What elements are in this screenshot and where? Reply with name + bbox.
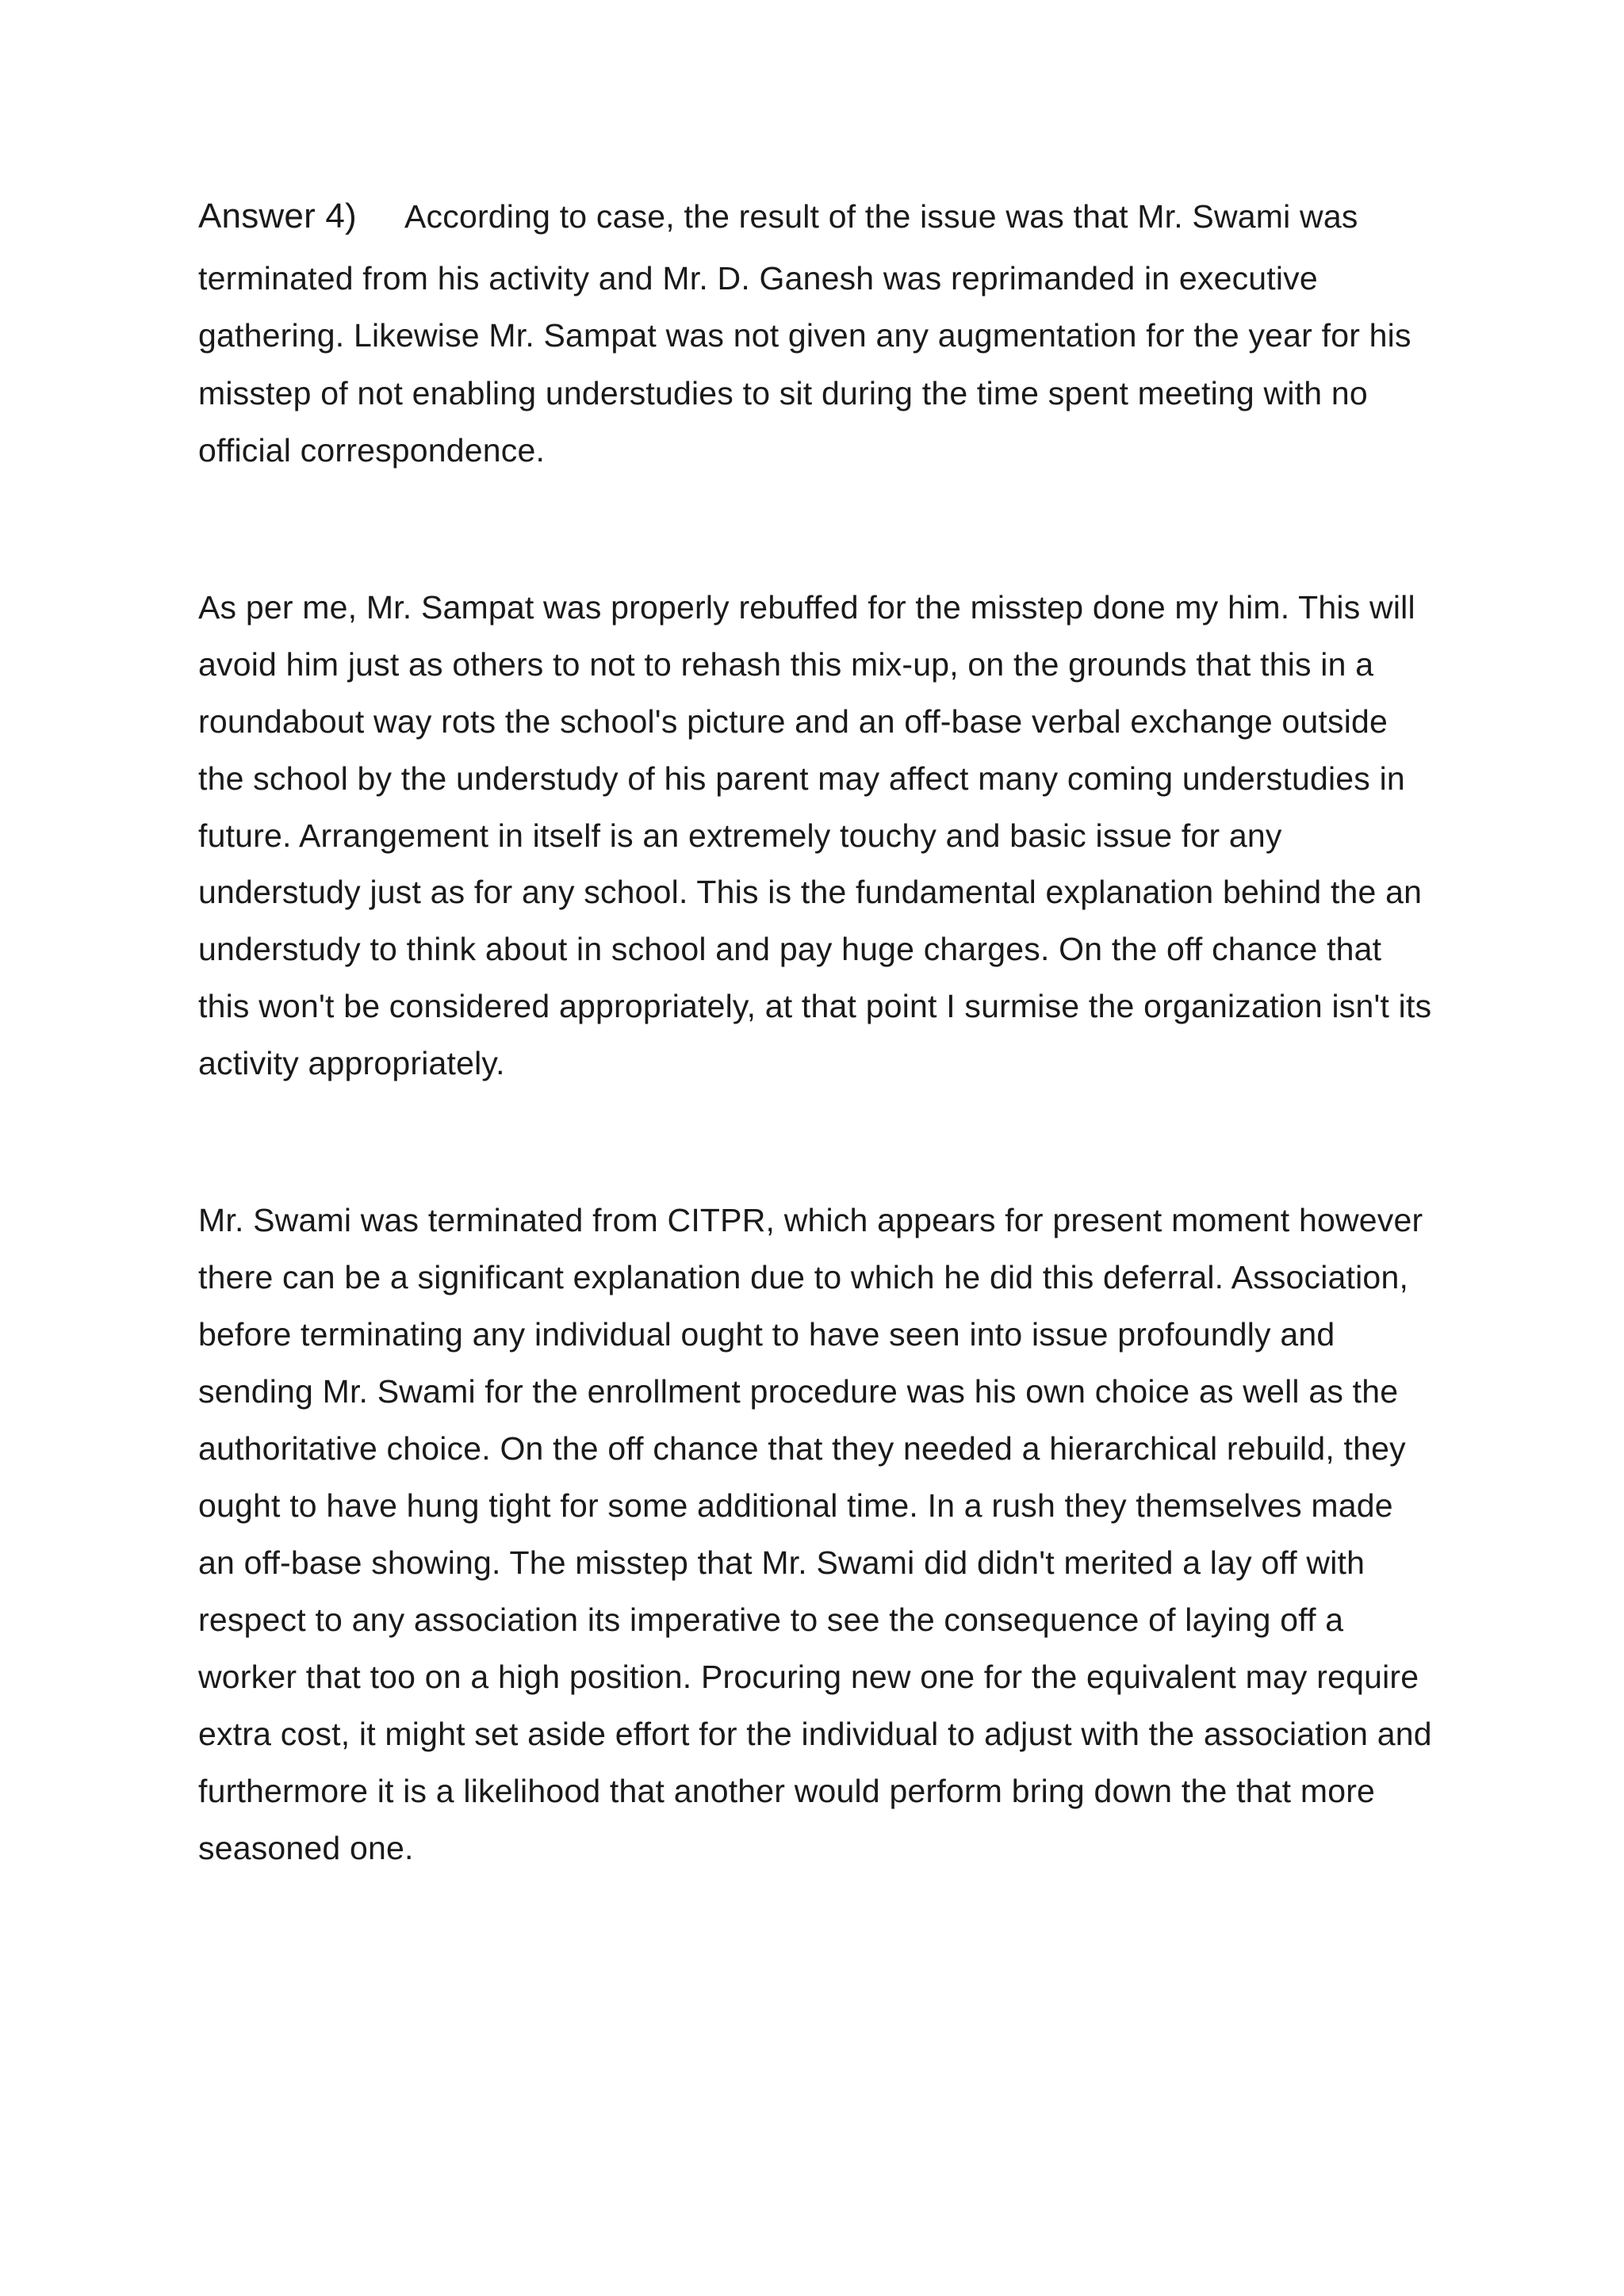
paragraph-3-line-2: there can be a significant explanation due to which he did this deferral. Association, xyxy=(198,1259,1409,1295)
paragraph-1-line-1-text: According to case, the result of the issue was that Mr. Swami was xyxy=(404,198,1358,235)
paragraph-2-line-3: roundabout way rots the school's picture and an off-base verbal exchange outside xyxy=(198,703,1388,740)
paragraph-3-line-3: before terminating any individual ought to have seen into issue profoundly and xyxy=(198,1316,1335,1353)
paragraph-3-line-8: respect to any association its imperative to see the consequence of laying off a xyxy=(198,1601,1344,1638)
paragraph-2-line-8: this won't be considered appropriately, at that point I surmise the organization isn't its xyxy=(198,988,1432,1024)
paragraph-3-line-7: an off-base showing. The misstep that Mr. Swami did didn't merited a lay off with xyxy=(198,1544,1365,1581)
paragraph-2-line-1: As per me, Mr. Sampat was properly rebuffed for the misstep done my him. This will xyxy=(198,589,1415,626)
paragraph-2-line-5: future. Arrangement in itself is an extremely touchy and basic issue for any xyxy=(198,817,1282,854)
paragraph-1-line-1 xyxy=(198,197,1358,236)
paragraph-2-line-6: understudy just as for any school. This is the fundamental explanation behind the an xyxy=(198,874,1423,910)
paragraph-1-line-3: gathering. Likewise Mr. Sampat was not given any augmentation for the year for his xyxy=(198,317,1411,354)
paragraph-3-line-6: ought to have hung tight for some additional time. In a rush they themselves made xyxy=(198,1487,1393,1524)
paragraph-3-line-5: authoritative choice. On the off chance that they needed a hierarchical rebuild, they xyxy=(198,1430,1406,1467)
answer-label: Answer 4) xyxy=(198,197,357,235)
paragraph-1-line-5: official correspondence. xyxy=(198,432,546,469)
paragraph-3-line-10: extra cost, it might set aside effort for the individual to adjust with the association and xyxy=(198,1716,1432,1752)
paragraph-3-line-9: worker that too on a high position. Procuring new one for the equivalent may require xyxy=(198,1659,1419,1695)
paragraph-2-line-9: activity appropriately. xyxy=(198,1045,505,1081)
paragraph-3-line-1: Mr. Swami was terminated from CITPR, which appears for present moment however xyxy=(198,1202,1423,1238)
paragraph-3-line-4: sending Mr. Swami for the enrollment procedure was his own choice as well as the xyxy=(198,1373,1399,1410)
paragraph-2-line-7: understudy to think about in school and pay huge charges. On the off chance that xyxy=(198,931,1382,967)
paragraph-2-line-4: the school by the understudy of his parent may affect many coming understudies in xyxy=(198,760,1405,797)
paragraph-3-line-12: seasoned one. xyxy=(198,1830,414,1866)
paragraph-2-line-2: avoid him just as others to not to rehash this mix-up, on the grounds that this in a xyxy=(198,646,1374,683)
paragraph-1-line-2: terminated from his activity and Mr. D. Ganesh was reprimanded in executive xyxy=(198,260,1318,297)
paragraph-3-line-11: furthermore it is a likelihood that another would perform bring down the that more xyxy=(198,1773,1376,1809)
paragraph-1-line-4: misstep of not enabling understudies to sit during the time spent meeting with no xyxy=(198,375,1368,411)
